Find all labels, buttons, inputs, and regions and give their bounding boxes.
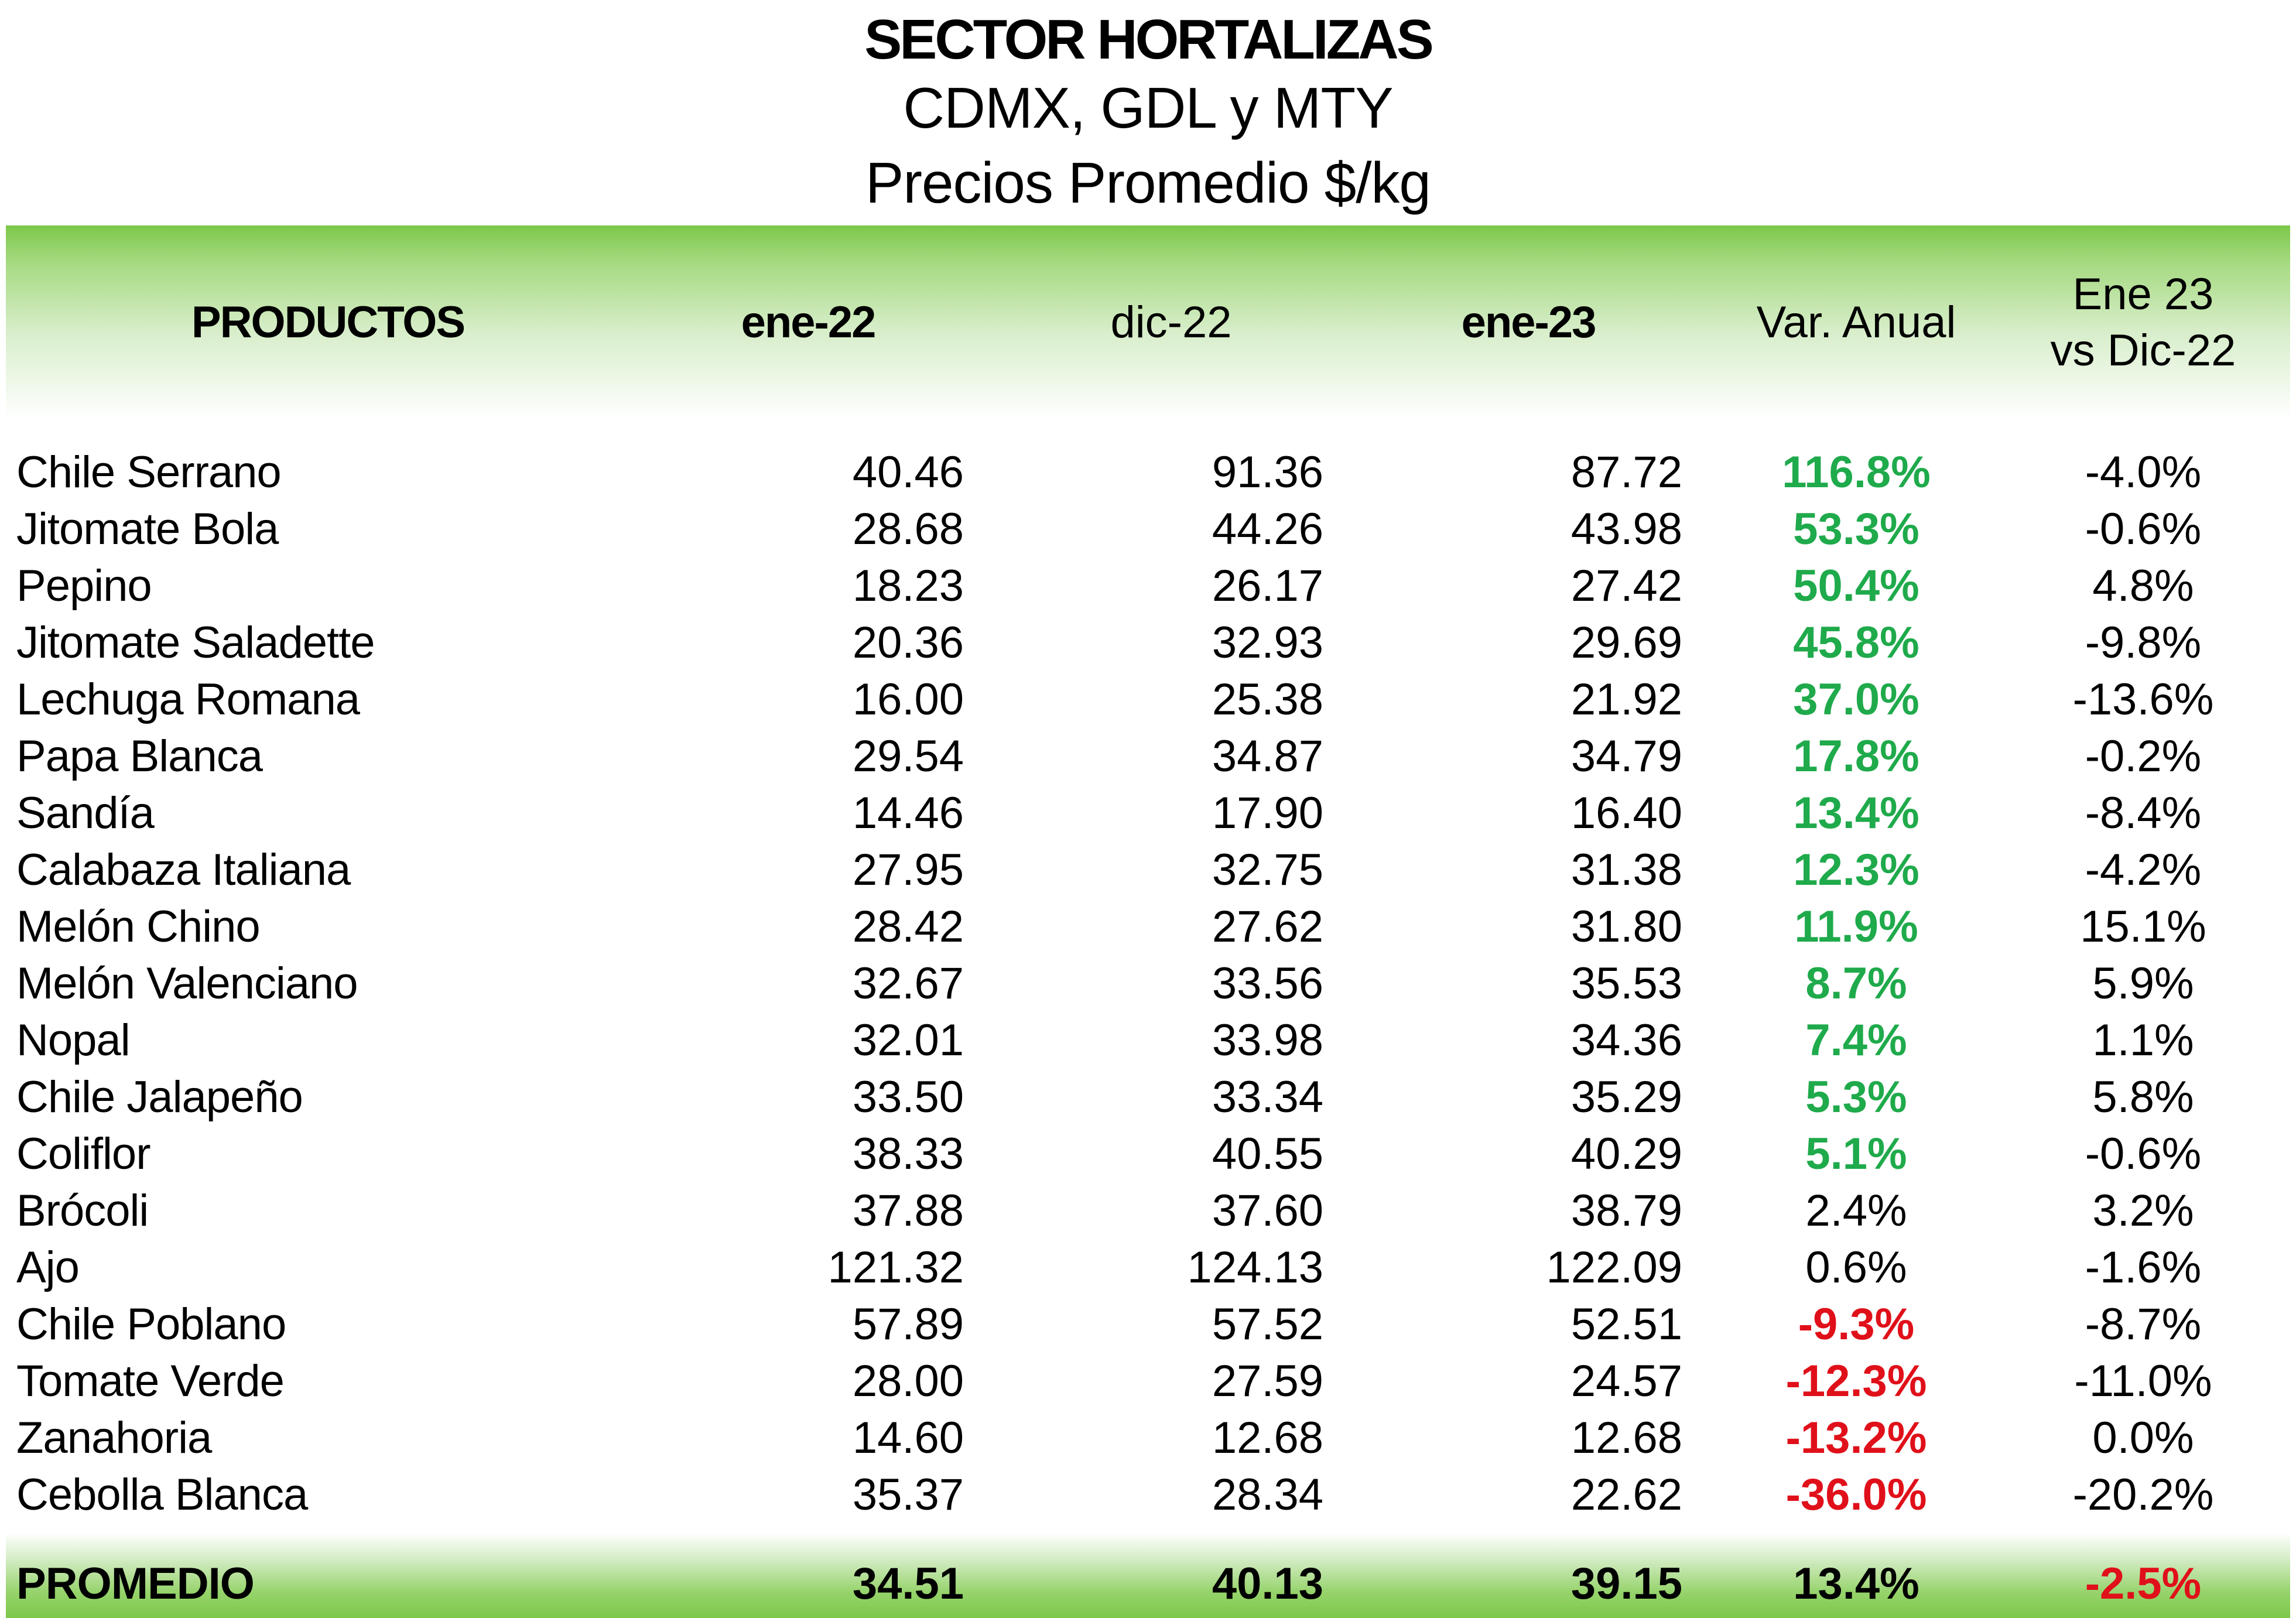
table-row [0,1410,2296,1466]
average-label: PROMEDIO [16,1559,254,1609]
price-ene23: 38.79 [1570,1186,1682,1236]
var-mensual: 0.0% [2092,1413,2194,1463]
var-anual: -36.0% [1785,1470,1927,1520]
table-row [0,728,2296,785]
price-dic22: 33.56 [1212,959,1323,1008]
var-anual: 37.0% [1793,675,1919,724]
price-ene22: 38.33 [852,1129,964,1179]
product-name: Papa Blanca [16,731,262,781]
var-anual: 5.1% [1805,1129,1907,1179]
var-anual: 17.8% [1793,731,1919,781]
price-dic22: 44.26 [1212,504,1323,554]
var-anual: 5.3% [1805,1072,1907,1122]
table-row [0,1126,2296,1182]
price-dic22: 27.62 [1212,902,1323,952]
var-mensual: -9.8% [2085,618,2202,668]
var-mensual: -0.6% [2085,1129,2202,1179]
table-row [0,1353,2296,1410]
price-dic22: 37.60 [1212,1186,1323,1236]
table-row [0,955,2296,1012]
var-anual: 12.3% [1793,845,1919,895]
price-dic22: 33.98 [1212,1015,1323,1065]
product-name: Coliflor [16,1129,150,1179]
price-dic22: 40.55 [1212,1129,1323,1179]
price-ene22: 33.50 [852,1072,964,1122]
header-dic22: dic-22 [1110,297,1232,347]
price-ene23: 24.57 [1570,1356,1682,1406]
var-anual: -13.2% [1785,1413,1927,1463]
table-row [0,614,2296,671]
price-dic22: 57.52 [1212,1299,1323,1349]
price-ene22: 28.68 [852,504,964,554]
header-var-anual: Var. Anual [1756,297,1956,347]
product-name: Lechuga Romana [16,675,360,724]
price-dic22: 33.34 [1212,1072,1323,1122]
price-ene22: 32.01 [852,1015,964,1065]
var-mensual: -0.6% [2085,504,2202,554]
header-var-mensual-line1: Ene 23 [2072,269,2214,319]
price-ene23: 35.53 [1570,959,1682,1008]
table-row [0,557,2296,614]
price-ene23: 31.38 [1570,845,1682,895]
price-dic22: 32.93 [1212,618,1323,668]
var-anual: 50.4% [1793,561,1919,611]
header-var-mensual-line2: vs Dic-22 [2050,326,2236,375]
var-mensual: -13.6% [2072,675,2214,724]
var-anual: 45.8% [1793,618,1919,668]
price-dic22: 26.17 [1212,561,1323,611]
price-ene22: 14.46 [852,788,964,838]
price-ene23: 43.98 [1570,504,1682,554]
price-ene22: 28.00 [852,1356,964,1406]
page-subtitle-cities: CDMX, GDL y MTY [903,76,1393,140]
var-mensual: 4.8% [2092,561,2194,611]
table-row [0,671,2296,728]
price-ene22: 57.89 [852,1299,964,1349]
var-mensual: -8.7% [2085,1299,2202,1349]
product-name: Zanahoria [16,1413,212,1463]
price-ene23: 35.29 [1570,1072,1682,1122]
price-ene22: 18.23 [852,561,964,611]
table-row [0,842,2296,898]
product-name: Tomate Verde [16,1356,284,1406]
var-mensual: -4.0% [2085,447,2202,497]
average-var-anual: 13.4% [1793,1559,1919,1609]
price-ene22: 14.60 [852,1413,964,1463]
product-name: Melón Chino [16,902,260,952]
table-row [0,1182,2296,1239]
price-ene23: 87.72 [1570,447,1682,497]
price-ene23: 27.42 [1570,561,1682,611]
table-row [0,501,2296,557]
product-name: Chile Poblano [16,1299,286,1349]
table-row [0,1239,2296,1296]
price-ene22: 16.00 [852,675,964,724]
price-ene22: 121.32 [827,1243,964,1292]
var-mensual: -0.2% [2085,731,2202,781]
price-dic22: 17.90 [1212,788,1323,838]
product-name: Ajo [16,1243,79,1292]
var-mensual: 5.9% [2092,959,2194,1008]
product-name: Jitomate Bola [16,504,279,554]
page-title: SECTOR HORTALIZAS [864,8,1432,71]
product-name: Jitomate Saladette [16,618,375,668]
var-mensual: 5.8% [2092,1072,2194,1122]
table-row [0,444,2296,501]
var-mensual: -11.0% [2074,1356,2212,1406]
var-anual: 8.7% [1805,959,1907,1008]
price-ene23: 16.40 [1570,788,1682,838]
var-mensual: -20.2% [2072,1470,2214,1520]
price-ene22: 28.42 [852,902,964,952]
price-ene23: 22.62 [1570,1470,1682,1520]
average-ene23: 39.15 [1570,1559,1682,1609]
var-mensual: -1.6% [2085,1243,2202,1292]
table-row [0,785,2296,842]
price-ene22: 27.95 [852,845,964,895]
product-name: Cebolla Blanca [16,1470,308,1520]
var-anual: 53.3% [1793,504,1919,554]
header-ene22: ene-22 [741,297,875,347]
price-dic22: 34.87 [1212,731,1323,781]
price-ene22: 29.54 [852,731,964,781]
price-ene23: 52.51 [1570,1299,1682,1349]
price-dic22: 32.75 [1212,845,1323,895]
table-row [0,898,2296,955]
price-ene22: 20.36 [852,618,964,668]
product-name: Chile Jalapeño [16,1072,303,1122]
price-ene23: 31.80 [1570,902,1682,952]
price-ene23: 21.92 [1570,675,1682,724]
var-mensual: -8.4% [2085,788,2202,838]
table-row [0,1069,2296,1126]
price-ene23: 12.68 [1570,1413,1682,1463]
price-ene22: 37.88 [852,1186,964,1236]
var-anual: 2.4% [1805,1186,1907,1236]
var-mensual: 3.2% [2092,1186,2194,1236]
header-productos: PRODUCTOS [191,297,465,347]
price-ene22: 35.37 [852,1470,964,1520]
product-name: Pepino [16,561,152,611]
price-dic22: 91.36 [1212,447,1323,497]
price-ene22: 32.67 [852,959,964,1008]
price-dic22: 12.68 [1212,1413,1323,1463]
price-dic22: 25.38 [1212,675,1323,724]
table-row [0,1466,2296,1523]
header-var-mensual [1991,225,2295,420]
var-anual: -9.3% [1798,1299,1915,1349]
var-mensual: -4.2% [2085,845,2202,895]
product-name: Chile Serrano [16,447,281,497]
price-ene23: 34.36 [1570,1015,1682,1065]
price-dic22: 124.13 [1187,1243,1323,1292]
page-subtitle-units: Precios Promedio $/kg [865,150,1431,215]
average-var-mensual: -2.5% [2085,1559,2202,1609]
price-ene22: 40.46 [852,447,964,497]
var-mensual: 1.1% [2092,1015,2194,1065]
price-ene23: 40.29 [1570,1129,1682,1179]
price-dic22: 27.59 [1212,1356,1323,1406]
var-anual: 7.4% [1805,1015,1907,1065]
var-mensual: 15.1% [2080,902,2206,952]
price-ene23: 29.69 [1570,618,1682,668]
var-anual: 116.8% [1782,447,1931,497]
product-name: Sandía [16,788,154,838]
average-ene22: 34.51 [852,1559,964,1609]
product-name: Calabaza Italiana [16,845,351,895]
product-name: Brócoli [16,1186,149,1236]
product-name: Melón Valenciano [16,959,358,1008]
table-row [0,1012,2296,1069]
price-dic22: 28.34 [1212,1470,1323,1520]
var-anual: 11.9% [1794,902,1918,952]
average-row [0,1555,2296,1613]
var-anual: -12.3% [1785,1356,1927,1406]
price-ene23: 34.79 [1570,731,1682,781]
var-anual: 0.6% [1805,1243,1907,1292]
average-dic22: 40.13 [1212,1559,1323,1609]
var-anual: 13.4% [1793,788,1919,838]
header-ene23: ene-23 [1461,297,1596,347]
product-name: Nopal [16,1015,130,1065]
price-ene23: 122.09 [1546,1243,1682,1292]
table-row [0,1296,2296,1353]
